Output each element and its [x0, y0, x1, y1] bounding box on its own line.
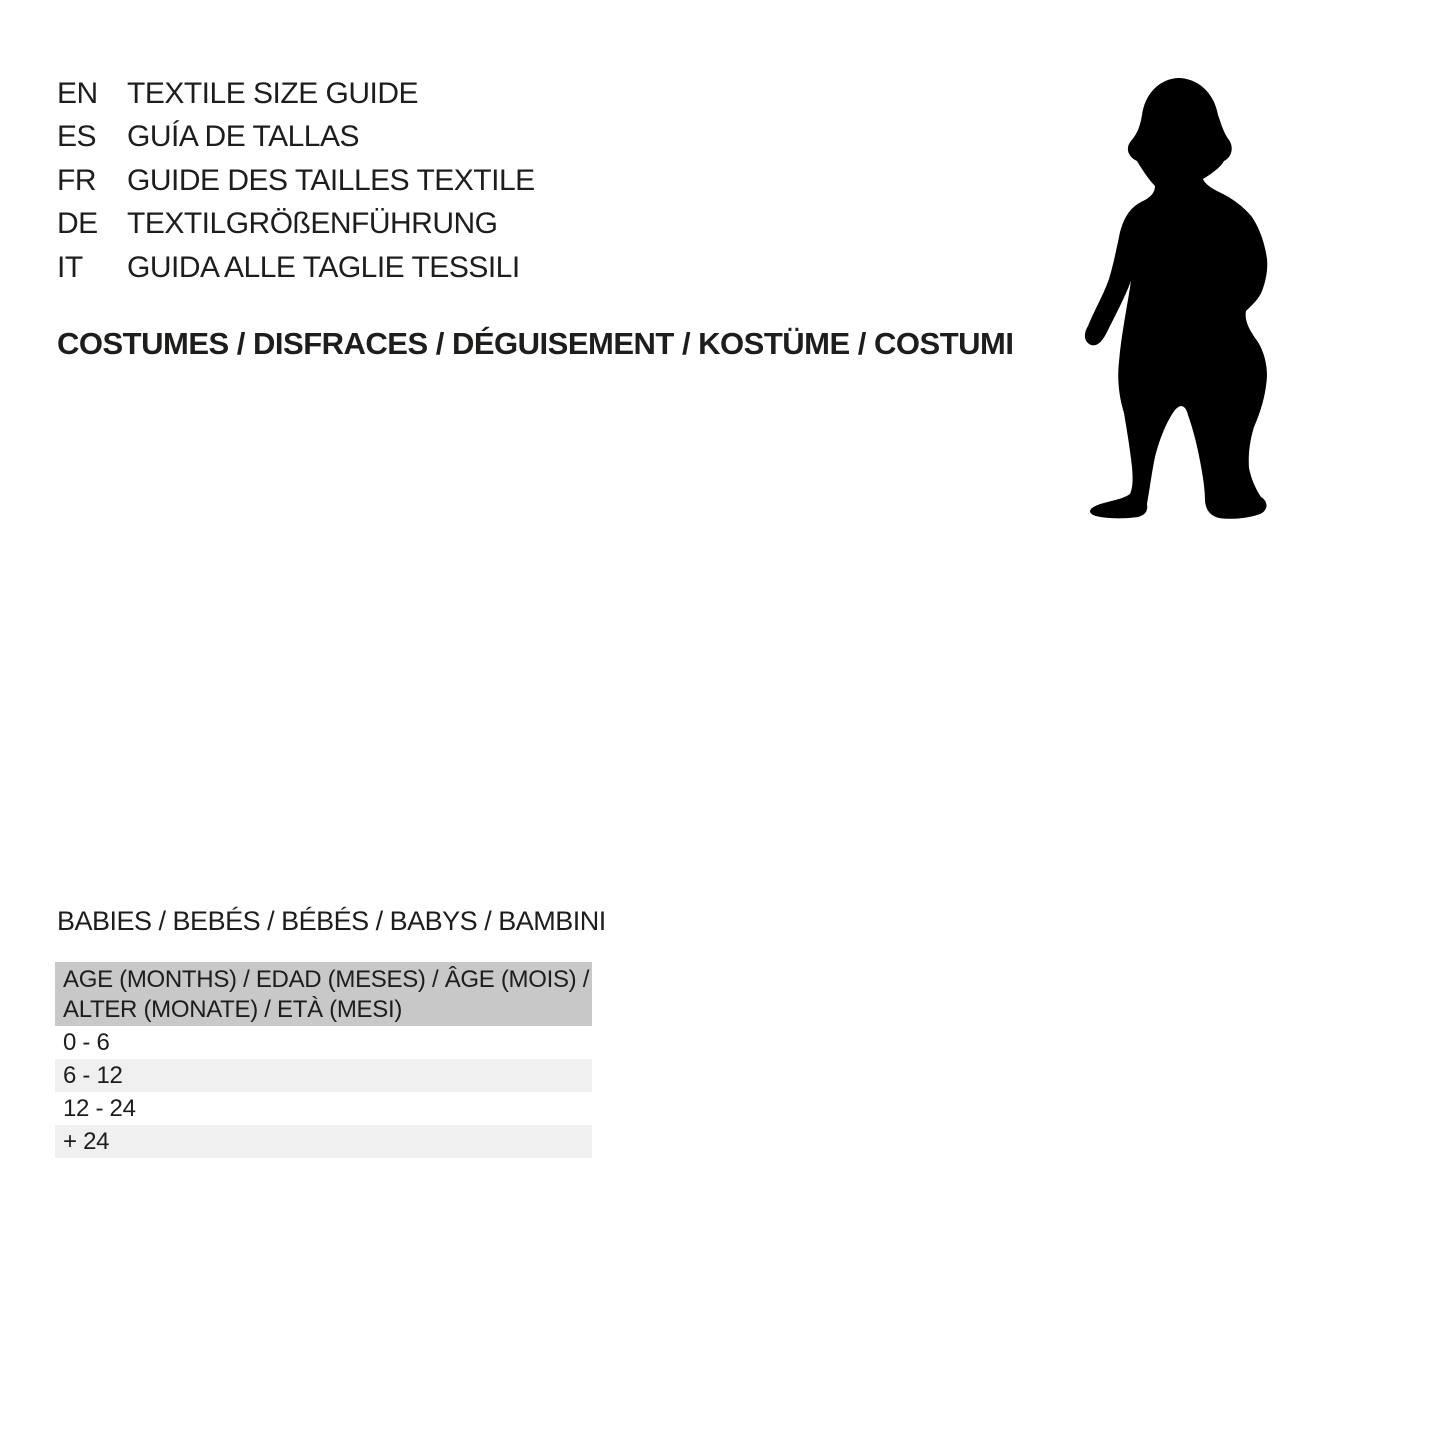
language-label: GUIDA ALLE TAGLIE TESSILI: [127, 250, 520, 284]
table-row-age-0-6: 0 - 6: [55, 1026, 592, 1059]
language-row-fr: [57, 159, 535, 203]
language-row-en: [57, 72, 535, 116]
language-row-de: [57, 203, 535, 247]
language-code: EN: [57, 76, 98, 110]
language-row-it: [57, 246, 535, 290]
age-table-header: [55, 962, 592, 1026]
age-table-header-line1: AGE (MONTHS) / EDAD (MESES) / ÂGE (MOIS) /: [63, 966, 590, 993]
toddler-silhouette-icon: [1080, 70, 1280, 530]
toddler-silhouette-svg: [1080, 70, 1280, 530]
language-label: TEXTILGRÖßENFÜHRUNG: [127, 207, 498, 241]
language-row-es: [57, 116, 535, 160]
language-list: [57, 72, 535, 290]
toddler-silhouette-path: [1085, 78, 1267, 519]
language-code: DE: [57, 207, 98, 241]
language-label: GUÍA DE TALLAS: [127, 120, 359, 154]
table-row-age-6-12: 6 - 12: [55, 1059, 592, 1092]
language-label: GUIDE DES TAILLES TEXTILE: [127, 163, 535, 197]
table-row-age-24-plus: + 24: [55, 1125, 592, 1158]
language-code: FR: [57, 163, 96, 197]
category-title: COSTUMES / DISFRACES / DÉGUISEMENT / KOSTÜME / COSTUMI: [57, 326, 1014, 361]
language-code: IT: [57, 250, 83, 284]
table-row-age-12-24: 12 - 24: [55, 1092, 592, 1125]
size-section-heading: BABIES / BEBÉS / BÉBÉS / BABYS / BAMBINI: [57, 906, 606, 936]
language-label: TEXTILE SIZE GUIDE: [127, 76, 419, 110]
age-table-header-line2: ALTER (MONATE) / ETÀ (MESI): [63, 996, 403, 1023]
language-code: ES: [57, 120, 97, 154]
age-table: [55, 962, 592, 1158]
